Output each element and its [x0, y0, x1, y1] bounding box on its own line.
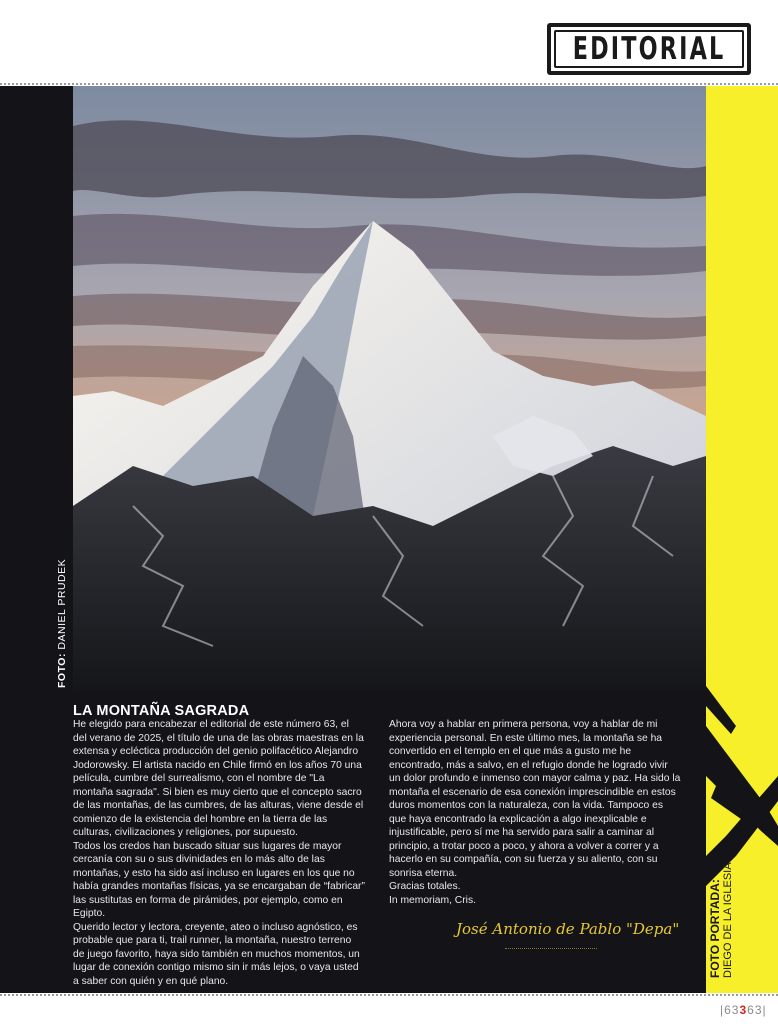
page-number-suffix: 63| [747, 1003, 767, 1017]
cover-credit-label: FOTO PORTADA: [708, 879, 722, 978]
brush-x-mark [706, 86, 778, 993]
cover-credit-name: DIEGO DE LA IGLESIA [722, 862, 734, 978]
left-paragraph-1: He elegido para encabezar el editorial de este número 63, el del verano de 2025, el título de una de las obras maestras en la extensa y ecléctica producción del genio polifacético Alejandro Jodorowsky. El artista nacido en Chile firmó en los años 70 una película, cumbre del surrealismo, con el nombre de "La montaña sagrada". Si bien es muy cierto que el concepto sacro de las montañas, de las cumbres, de las alturas, viene desde el comienzo de la existencia del hombre en la tierra de las culturas, civilizaciones y religiones, por supuesto. [73, 719, 364, 838]
right-paragraph-2: Gracias totales. [389, 881, 461, 892]
left-paragraph-2: Todos los credos han buscado situar sus lugares de mayor cercanía con su o sus divinidades en lo más alto de las montañas, y esto ha sido así incluso en lugares en los que no había grandes montañas físicas, ya se encargaban de “fabricar” las sustitutas en forma de pirámides, por ejemplo, como en Egipto. [73, 840, 365, 919]
page-number-highlight: 3 [739, 1003, 748, 1017]
page-number-prefix: |63 [720, 1003, 740, 1017]
photo-credit [56, 559, 68, 688]
left-column [73, 718, 365, 988]
right-paragraph-1: Ahora voy a hablar en primera persona, voy a hablar de mi experiencia personal. En este último mes, la montaña se ha convertido en el templo en el que más a gusto me he encontrado, más a salvo, en el refugio donde he logrado vivir un dolor profundo e inmenso con mayor calma y paz. Ha sido la montaña el escenario de esa conexión imprescindible en estos duros momentos con la naturaleza, con la vida. Tampoco es que haya encontrado la explicación a algo inexplicable e injustificable, pero sí me ha servido para salir a caminar al principio, a trotar poco a poco, y ahora a volver a correr y a hacerlo en su compañía, con su fuerza y su aliento, con su sonrisa eterna. [389, 719, 681, 879]
editorial-badge [547, 23, 751, 75]
page-number [720, 1003, 767, 1017]
author-signature: José Antonio de Pablo "Depa" [456, 920, 680, 938]
photo-credit-name: DANIEL PRUDEK [56, 558, 68, 650]
yellow-strip [706, 86, 778, 993]
article-headline: LA MONTAÑA SAGRADA [73, 703, 250, 719]
left-paragraph-3: Querido lector y lectora, creyente, ateo o incluso agnóstico, es probable que para ti, trail runner, la montaña, nuestro terreno de juego favorito, haya sido también en muchos momentos, un lugar de conexión contigo mismo sin ir más lejos, o vaya usted a saber con quién y en qué plano. [73, 921, 360, 987]
right-paragraph-3: In memoriam, Cris. [389, 894, 476, 906]
top-dotted-rule [0, 83, 778, 85]
section-title: EDITORIAL [572, 31, 726, 67]
right-column [389, 718, 681, 907]
photo-credit-label: FOTO: [56, 653, 68, 688]
mountain-photo [73, 86, 706, 691]
bottom-dotted-rule [0, 994, 778, 996]
cover-credit [709, 862, 735, 978]
signature-underline [505, 948, 597, 949]
